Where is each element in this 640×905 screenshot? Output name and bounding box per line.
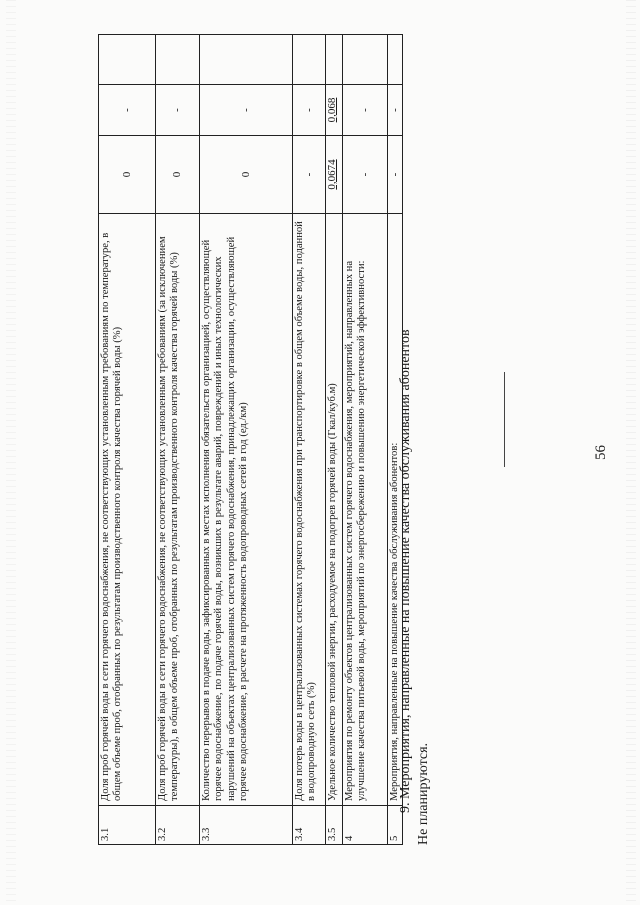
row-value-3 xyxy=(388,35,403,85)
row-description: Количество перерывов в подаче воды, зафиксированных в местах исполнения обязательств организацией, осуществляющей горячее водоснабжение, по подаче горячей воды, возникших в результате аварий, повреждений и иных технологических нарушений на объектах централизованных систем горячего водоснабжения, принадлежащих организации, осуществляющей горячее водоснабжение, в расчете на протяженность водопроводных сетей в год (ед./км) xyxy=(200,214,293,806)
table-row xyxy=(200,35,293,845)
row-value-3 xyxy=(293,35,326,85)
table-row xyxy=(99,35,156,845)
row-value-3 xyxy=(156,35,200,85)
row-number: 4 xyxy=(343,806,388,845)
row-description: Доля проб горячей воды в сети горячего водоснабжения, не соответствующих установленным требованиям (за исключением температуры), в общем объеме проб, отобранных по результатам производственного контроля качества горячей воды (%) xyxy=(156,214,200,806)
row-number: 3.2 xyxy=(156,806,200,845)
row-value-2: - xyxy=(200,85,293,136)
row-description: Мероприятия по ремонту объектов централизованных систем горячего водоснабжения, мероприятий, направленных на улучшение качества питьевой воды, мероприятий по энергосбережению и повышению энергетической эффективности: xyxy=(343,214,388,806)
value-text: 0,0674 xyxy=(326,159,338,190)
row-value-1: - xyxy=(388,136,403,214)
row-value-1 xyxy=(326,136,343,214)
row-value-2: - xyxy=(99,85,156,136)
row-value-1: 0 xyxy=(99,136,156,214)
row-value-2: - xyxy=(388,85,403,136)
row-value-1: 0 xyxy=(156,136,200,214)
row-value-3 xyxy=(343,35,388,85)
row-number: 3.4 xyxy=(293,806,326,845)
indicators-table xyxy=(98,34,403,845)
row-value-2: - xyxy=(293,85,326,136)
row-description: Доля потерь воды в централизованных системах горячего водоснабжения при транспортировке в общем объеме воды, поданной в водопроводную сеть (%) xyxy=(293,214,326,806)
row-number: 3.3 xyxy=(200,806,293,845)
row-value-2 xyxy=(326,85,343,136)
row-number: 5 xyxy=(388,806,403,845)
section-text: Не планируются. xyxy=(416,742,431,845)
table-row xyxy=(156,35,200,845)
row-value-2: - xyxy=(343,85,388,136)
table-row xyxy=(326,35,343,845)
section-heading: 9. Мероприятия, направленные на повышение качества обслуживания абонентов xyxy=(398,329,413,813)
table-row xyxy=(343,35,388,845)
row-description: Удельное количество тепловой энергии, расходуемое на подогрев горячей воды (Гкал/куб.м) xyxy=(326,214,343,806)
row-description: Доля проб горячей воды в сети горячего водоснабжения, не соответствующих установленным требованиям по температуре, в общем объеме проб, отобранных по результатам производственного контроля качества горячей воды (%) xyxy=(99,214,156,806)
row-value-1: 0 xyxy=(200,136,293,214)
row-value-3 xyxy=(99,35,156,85)
row-description: Мероприятия, направленные на повышение качества обслуживания абонентов: xyxy=(388,214,403,806)
row-number: 3.5 xyxy=(326,806,343,845)
row-number: 3.1 xyxy=(99,806,156,845)
row-value-3 xyxy=(326,35,343,85)
horizontal-rule xyxy=(504,372,505,467)
page-number: 56 xyxy=(593,445,609,460)
row-value-1: - xyxy=(343,136,388,214)
row-value-2: - xyxy=(156,85,200,136)
row-value-1: - xyxy=(293,136,326,214)
row-value-3 xyxy=(200,35,293,85)
value-text: 0,068 xyxy=(326,97,338,123)
table-row xyxy=(293,35,326,845)
